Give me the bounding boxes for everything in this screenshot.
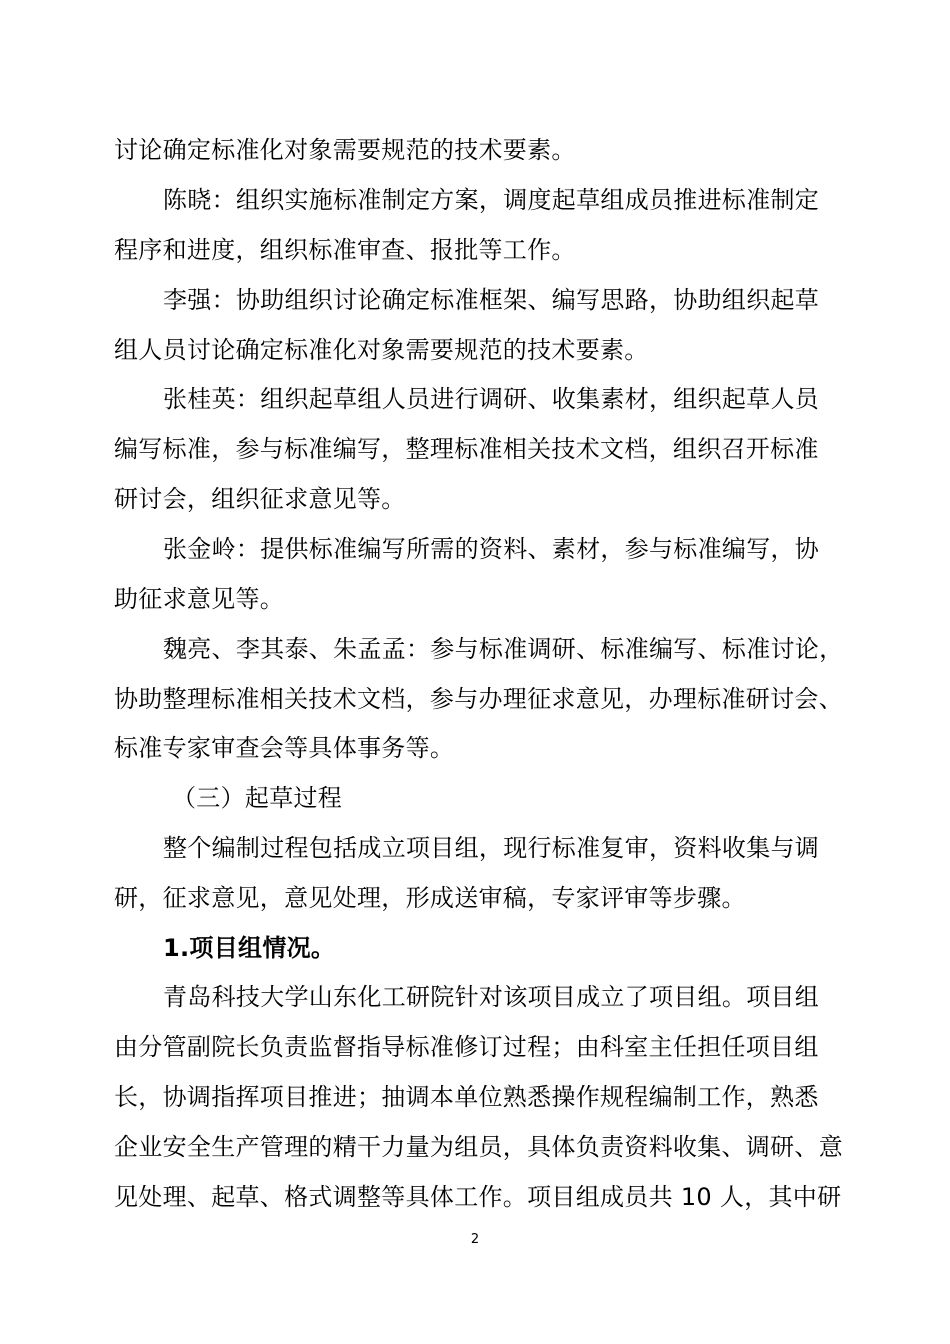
subsection-heading: 1.项目组情况。 (163, 934, 336, 962)
paragraph-line: 魏亮、李其泰、朱孟孟：参与标准调研、标准编写、标准讨论， (163, 635, 844, 663)
paragraph-line: 程序和进度，组织标准审查、报批等工作。 (114, 236, 576, 264)
paragraph-line: 研讨会，组织征求意见等。 (114, 485, 406, 513)
paragraph-line: 张桂英：组织起草组人员进行调研、收集素材，组织起草人员 (163, 385, 820, 413)
paragraph-line: 讨论确定标准化对象需要规范的技术要素。 (114, 136, 576, 164)
page-number: 2 (470, 1232, 480, 1247)
paragraph-line: 助征求意见等。 (114, 585, 285, 613)
paragraph-line: 协助整理标准相关技术文档，参与办理征求意见，办理标准研讨会、 (114, 685, 843, 713)
paragraph-line: 陈晓：组织实施标准制定方案，调度起草组成员推进标准制定 (163, 186, 820, 214)
paragraph-line: 见处理、起草、格式调整等具体工作。项目组成员共 10 人，其中研 (114, 1183, 842, 1211)
paragraph-line: 编写标准，参与标准编写，整理标准相关技术文档，组织召开标准 (114, 435, 819, 463)
paragraph-line: 张金岭：提供标准编写所需的资料、素材，参与标准编写，协 (163, 535, 820, 563)
paragraph-line: 李强：协助组织讨论确定标准框架、编写思路，协助组织起草 (163, 286, 820, 314)
paragraph-line: 整个编制过程包括成立项目组，现行标准复审，资料收集与调 (163, 834, 820, 862)
paragraph-line: 青岛科技大学山东化工研院针对该项目成立了项目组。项目组 (163, 983, 820, 1011)
paragraph-line: 标准专家审查会等具体事务等。 (114, 734, 455, 762)
section-heading: （三）起草过程 (172, 784, 343, 812)
paragraph-line: 长，协调指挥项目推进；抽调本单位熟悉操作规程编制工作，熟悉 (114, 1083, 819, 1111)
paragraph-line: 由分管副院长负责监督指导标准修订过程；由科室主任担任项目组 (114, 1033, 819, 1061)
paragraph-line: 研，征求意见，意见处理，形成送审稿，专家评审等步骤。 (114, 884, 746, 912)
paragraph-line: 组人员讨论确定标准化对象需要规范的技术要素。 (114, 336, 649, 364)
paragraph-line: 企业安全生产管理的精干力量为组员，具体负责资料收集、调研、意 (114, 1133, 843, 1161)
